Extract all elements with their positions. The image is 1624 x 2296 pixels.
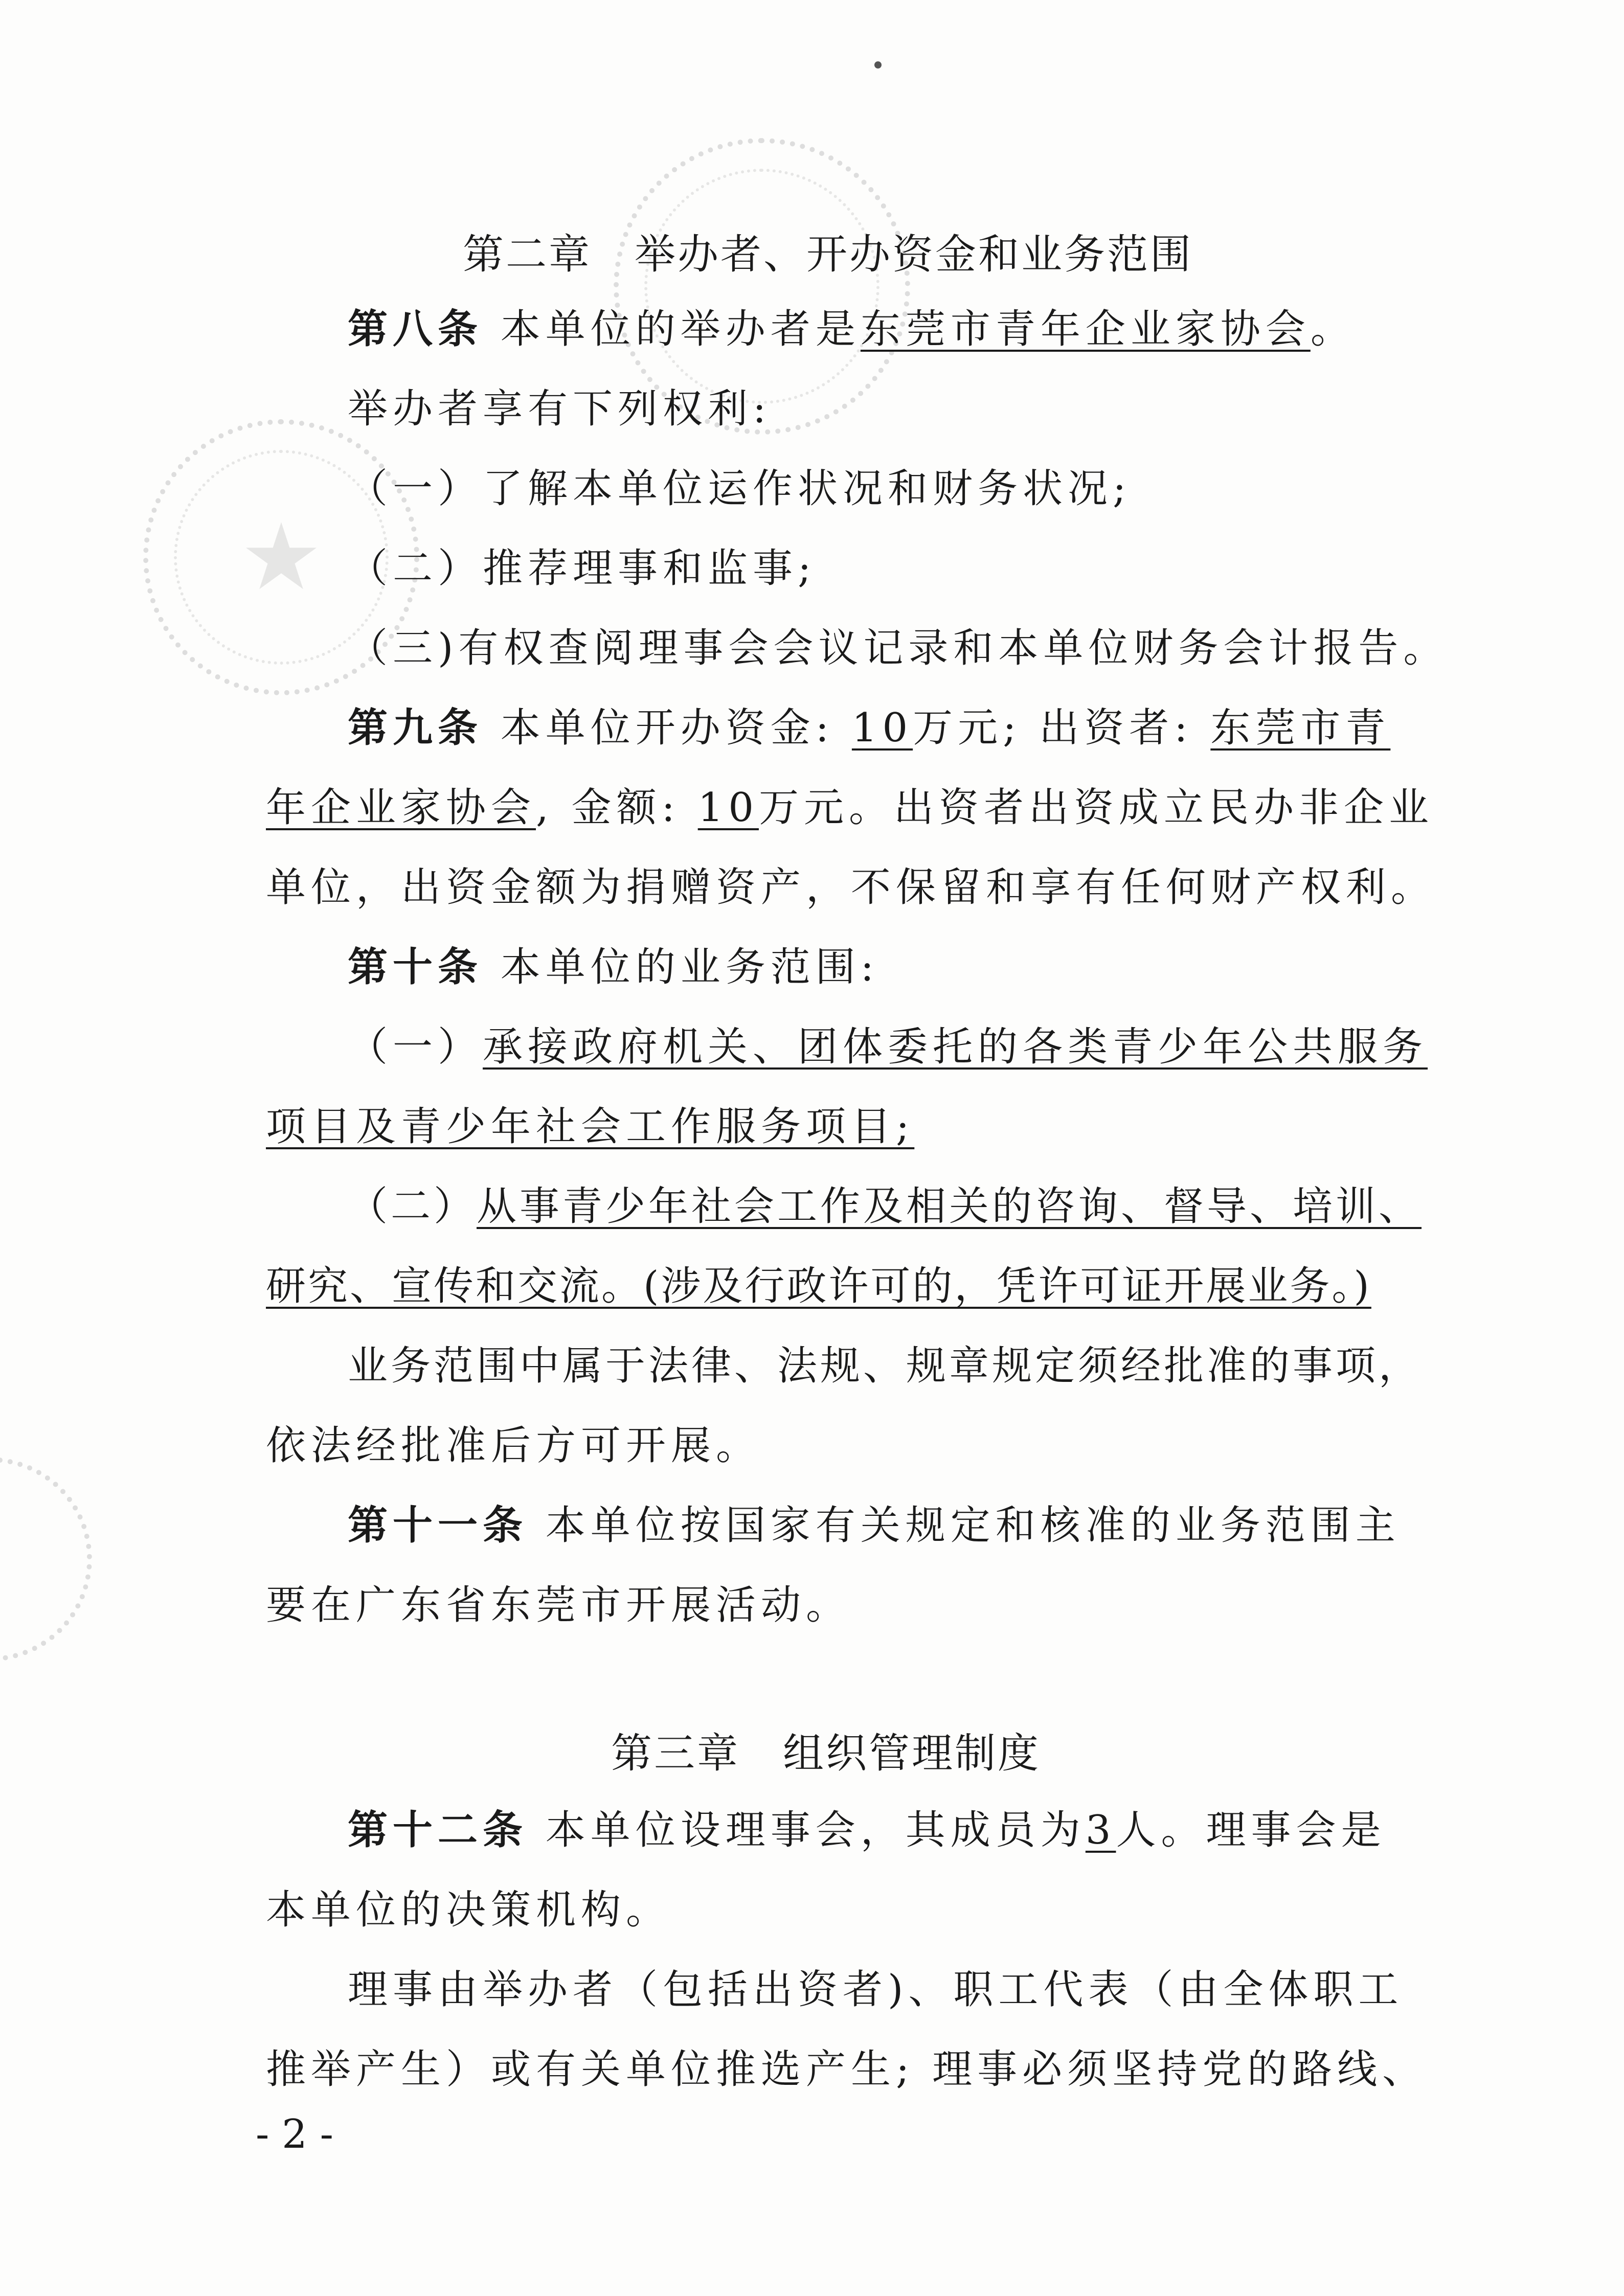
investor-name: 年企业家协会 [266, 785, 536, 831]
scope-text: 从事青少年社会工作及相关的咨询、督导、培训、 [477, 1184, 1422, 1230]
article-9-line-2 [266, 782, 1434, 833]
article-12-line-4: 推举产生）或有关单位推选产生; 理事必须坚持党的路线、 [266, 2047, 1428, 2093]
article-12-line-3: 理事由举办者（包括出资者)、职工代表（由全体职工 [348, 1967, 1404, 2013]
article-11-line-2: 要在广东省东莞市开展活动。 [266, 1582, 851, 1628]
page-number: - 2 - [256, 2111, 333, 2157]
scope-item-1-line-2 [266, 1101, 914, 1152]
scope-item-2-line-2 [266, 1261, 1371, 1312]
article-12-line-2: 本单位的决策机构。 [266, 1887, 671, 1933]
rights-item: （三)有权查阅理事会会议记录和本单位财务会计报告。 [348, 625, 1449, 671]
article-10 [348, 942, 879, 993]
article-label: 第十二条 [348, 1807, 528, 1853]
article-text: 本单位的举办者是 [483, 306, 861, 352]
scope-text: 承接政府机关、团体委托的各类青少年公共服务 [483, 1024, 1428, 1070]
article-8 [348, 304, 1356, 355]
scope-note-line-1: 业务范围中属于法律、法规、规章规定须经批准的事项， [348, 1343, 1422, 1389]
article-11-line-1 [348, 1500, 1401, 1551]
investor-name: 东莞市青 [1210, 705, 1391, 751]
item-prefix: （一） [348, 1024, 483, 1070]
article-12-line-1 [348, 1805, 1386, 1856]
article-text: 。 [1310, 306, 1356, 352]
chapter-heading: 第二章 举办者、开办资金和业务范围 [463, 231, 1193, 278]
article-text: 人。理事会是 [1116, 1807, 1386, 1853]
article-label: 第八条 [348, 306, 483, 352]
scope-item-2-line-1 [348, 1181, 1422, 1232]
article-text: 本单位的业务范围: [483, 944, 879, 990]
scope-text: 研究、宣传和交流。(涉及行政许可的，凭许可证开展业务。) [266, 1263, 1371, 1309]
rights-item: （二）推荐理事和监事; [348, 545, 817, 592]
scan-speck [874, 61, 882, 69]
chapter-heading: 第三章 组织管理制度 [611, 1730, 1041, 1777]
fund-amount: 10 [697, 785, 759, 831]
article-text: 本单位按国家有关规定和核准的业务范围主 [528, 1503, 1401, 1549]
article-text: 本单位设理事会，其成员为 [528, 1807, 1086, 1853]
seal-inner-ring [644, 169, 879, 404]
article-9-line-3: 单位，出资金额为捐赠资产，不保留和享有任何财产权利。 [266, 865, 1436, 911]
article-text: 万元。出资者出资成立民办非企业 [758, 785, 1434, 831]
article-9-line-1 [348, 702, 1390, 754]
organizer-name: 东莞市青年企业家协会 [860, 306, 1311, 352]
fund-amount: 10 [851, 705, 913, 751]
official-seal-watermark [0, 1457, 92, 1662]
article-label: 第十一条 [348, 1503, 528, 1549]
article-text: , 金额: [536, 785, 698, 831]
rights-item: （一）了解本单位运作状况和财务状况; [348, 466, 1132, 512]
rights-intro: 举办者享有下列权利: [348, 386, 772, 432]
article-text: 万元; 出资者: [913, 705, 1211, 751]
article-label: 第十条 [348, 944, 483, 990]
scope-text: 项目及青少年社会工作服务项目; [266, 1104, 915, 1150]
scope-item-1-line-1 [348, 1021, 1428, 1073]
article-text: 本单位开办资金: [483, 705, 852, 751]
article-label: 第九条 [348, 705, 483, 751]
item-prefix: （二） [348, 1184, 477, 1230]
member-count: 3 [1085, 1807, 1116, 1853]
seal-star-icon: ★ [240, 504, 323, 611]
scope-note-line-2: 依法经批准后方可开展。 [266, 1423, 761, 1469]
